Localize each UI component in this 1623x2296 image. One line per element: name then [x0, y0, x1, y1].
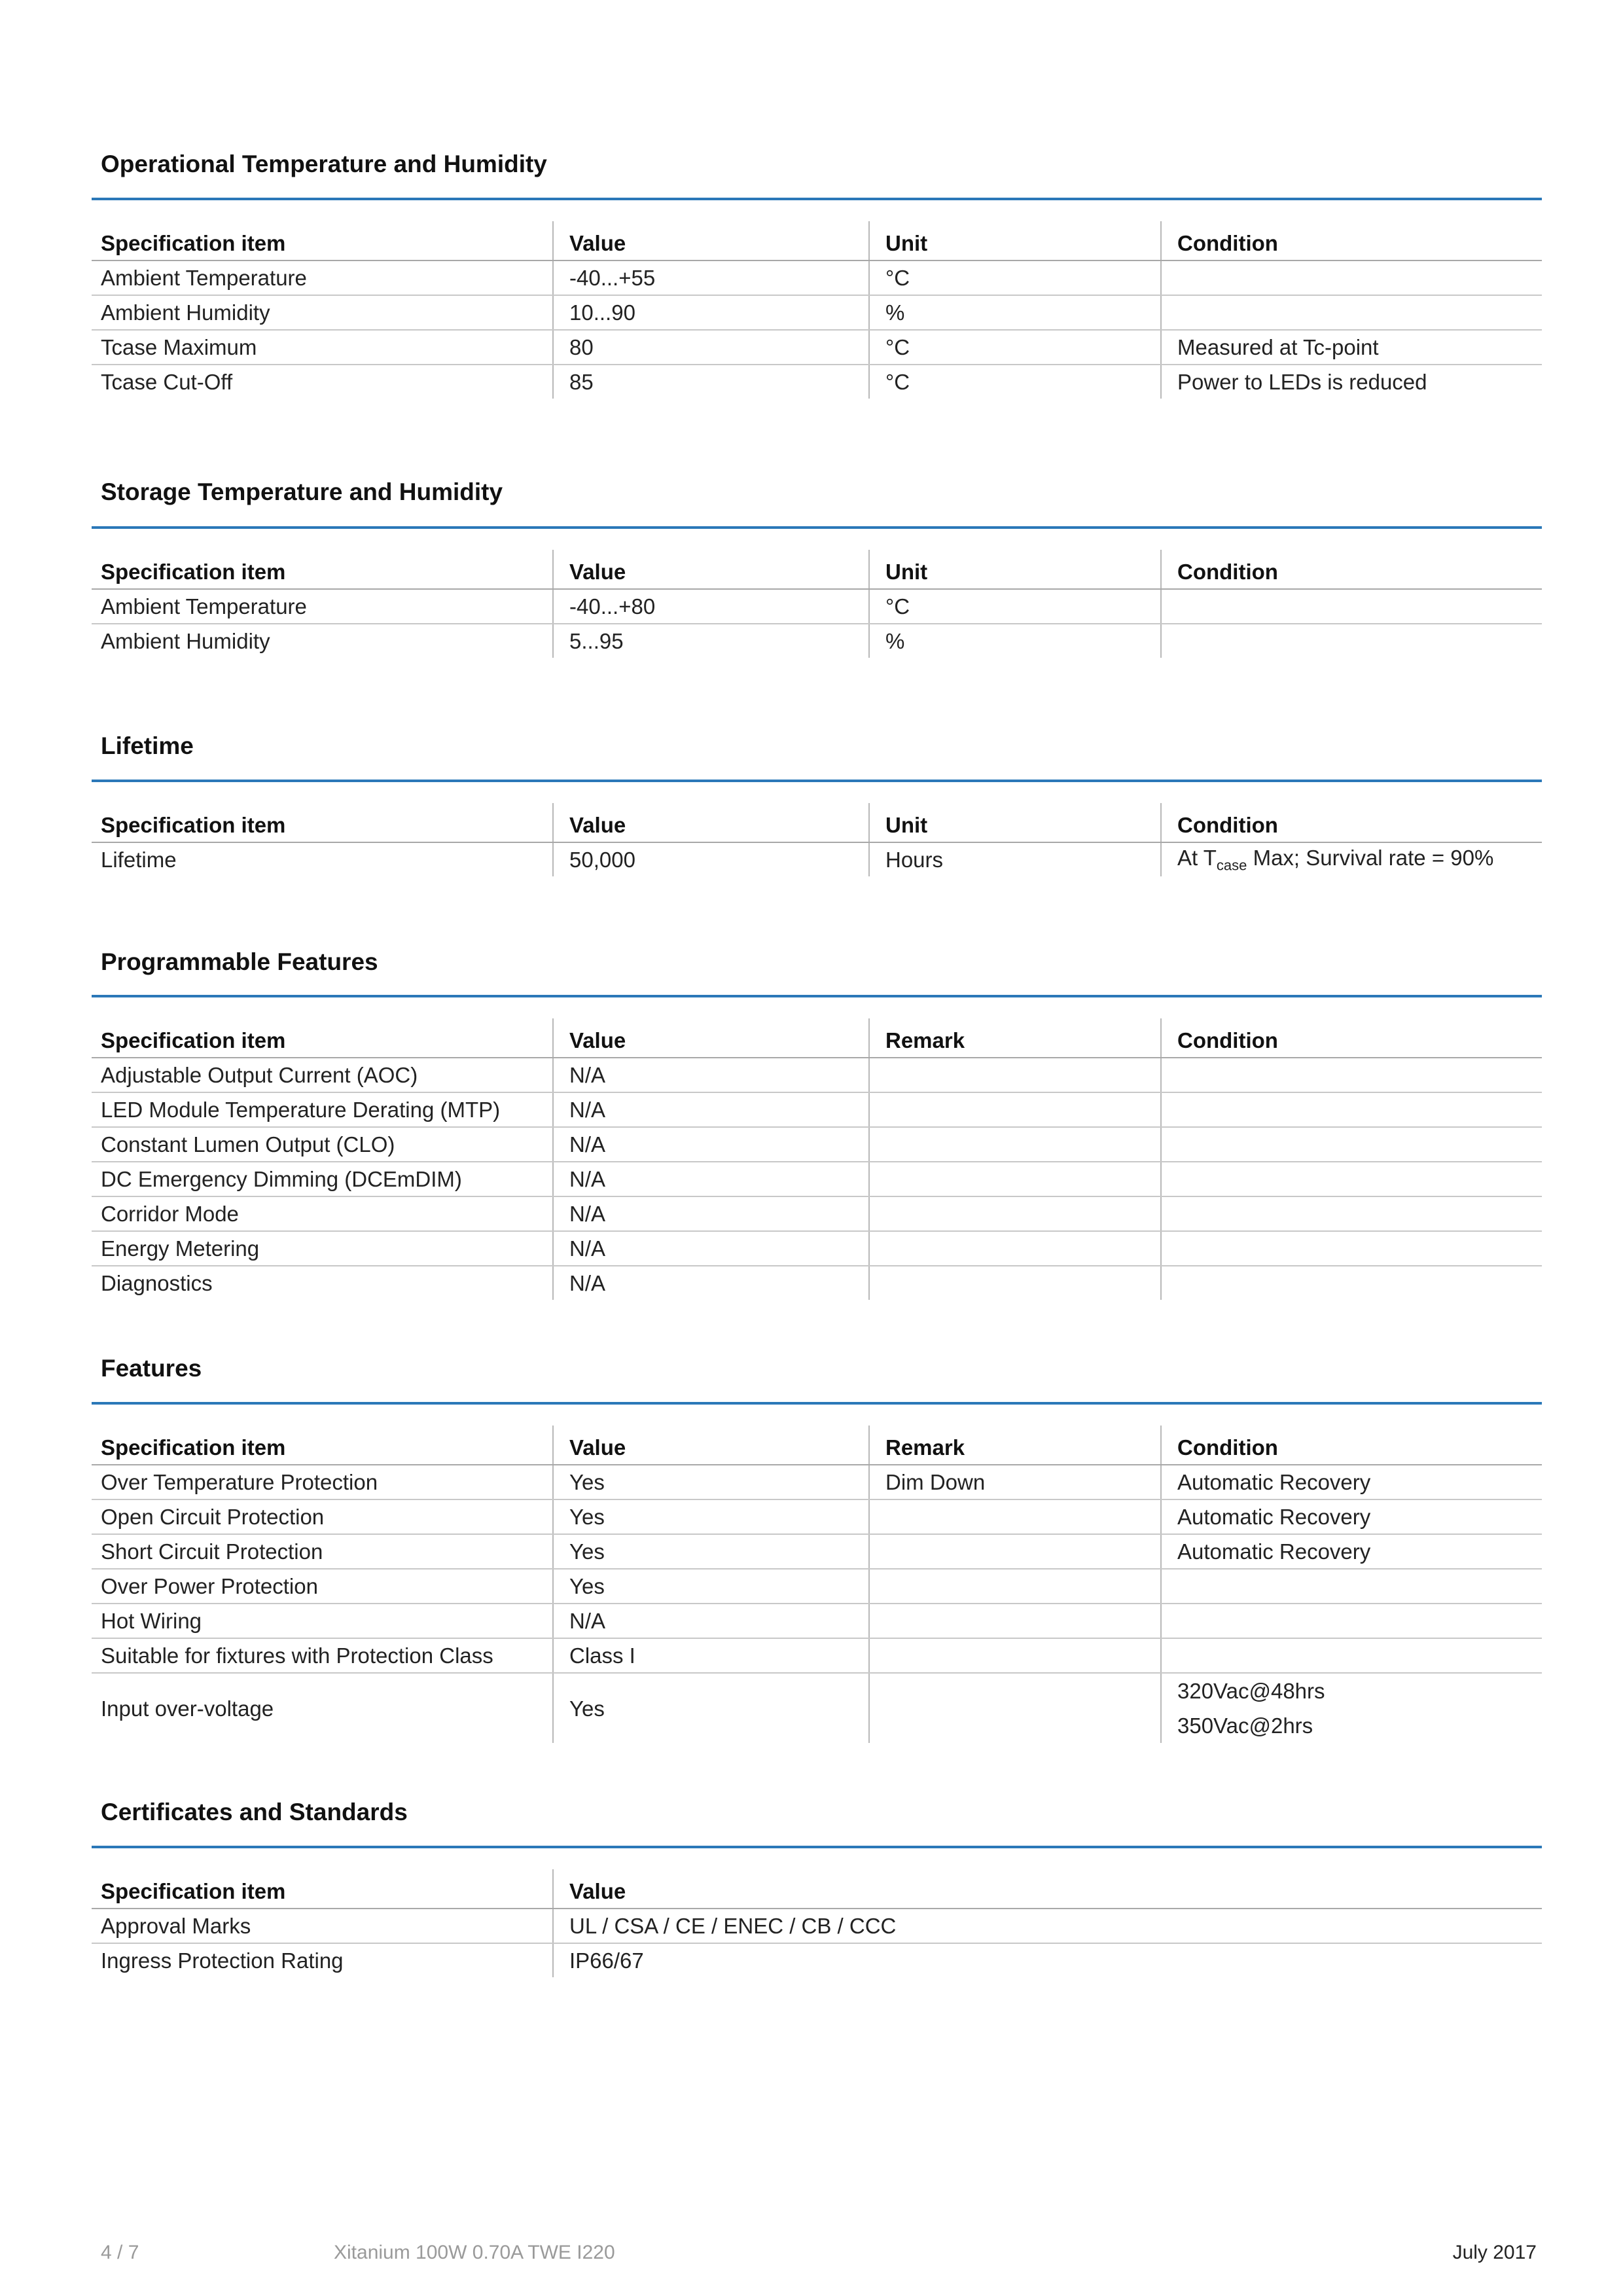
section-divider — [92, 526, 1542, 529]
table-header-row — [92, 1869, 1542, 1909]
spec-item-cell: Suitable for fixtures with Protection Class — [92, 1638, 553, 1673]
value-cell: UL / CSA / CE / ENEC / CB / CCC — [553, 1909, 1542, 1943]
table-row — [92, 1465, 1542, 1499]
condition-cell: Measured at Tc-point — [1161, 330, 1542, 365]
header-value: Value — [553, 1426, 869, 1465]
programmable-table — [92, 1018, 1542, 1300]
table-row — [92, 1673, 1542, 1743]
header-value: Value — [553, 550, 869, 589]
condition-cell — [1161, 1569, 1542, 1604]
header-remark: Remark — [869, 1018, 1161, 1058]
header-spec-item: Specification item — [92, 1426, 553, 1465]
remark-cell — [869, 1604, 1161, 1638]
condition-cell: Automatic Recovery — [1161, 1499, 1542, 1534]
value-cell: Class I — [553, 1638, 869, 1673]
remark-cell — [869, 1127, 1161, 1162]
value-cell: 10...90 — [553, 295, 869, 330]
section-divider — [92, 1846, 1542, 1848]
table-header-row — [92, 221, 1542, 260]
table-row — [92, 1534, 1542, 1569]
table-header-row — [92, 803, 1542, 842]
footer-page-number: 4 / 7 — [101, 2242, 139, 2263]
header-condition: Condition — [1161, 803, 1542, 842]
value-cell: Yes — [553, 1465, 869, 1499]
table-row — [92, 1943, 1542, 1977]
spec-item-cell: Ambient Humidity — [101, 628, 270, 653]
remark-cell — [869, 1266, 1161, 1300]
header-value: Value — [553, 221, 869, 260]
condition-cell — [1161, 260, 1542, 295]
value-cell: -40...+55 — [553, 260, 869, 295]
spec-item-cell: Tcase Cut-Off — [101, 369, 233, 394]
remark-cell: Dim Down — [869, 1465, 1161, 1499]
condition-cell — [1161, 1196, 1542, 1231]
condition-cell — [1161, 1673, 1542, 1743]
header-condition: Condition — [1161, 221, 1542, 260]
remark-cell — [869, 1534, 1161, 1569]
header-value: Value — [553, 803, 869, 842]
spec-item-cell: Tcase Maximum — [92, 330, 553, 365]
header-spec-item: Specification item — [92, 1018, 553, 1058]
lifetime-table — [92, 803, 1542, 876]
section-divider — [92, 1402, 1542, 1405]
condition-cell — [1161, 1604, 1542, 1638]
spec-item-cell: Ambient Humidity — [92, 295, 553, 330]
unit-cell: % — [869, 624, 1161, 658]
remark-cell — [869, 1092, 1161, 1127]
header-spec-item: Specification item — [92, 1869, 553, 1909]
section-title-features: Features — [101, 1355, 202, 1382]
condition-cell — [1161, 589, 1542, 624]
header-spec-item: Specification item — [92, 550, 553, 589]
spec-item-cell: Input over-voltage — [101, 1696, 274, 1721]
remark-cell — [869, 1231, 1161, 1266]
condition-cell — [1161, 624, 1542, 658]
unit-cell: °C — [869, 589, 1161, 624]
table-row — [92, 1266, 1542, 1300]
value-cell: N/A — [553, 1231, 869, 1266]
condition-cell — [1161, 1266, 1542, 1300]
header-condition: Condition — [1161, 1426, 1542, 1465]
condition-cell — [1161, 1638, 1542, 1673]
condition-cell: Automatic Recovery — [1161, 1465, 1542, 1499]
unit-cell: % — [869, 295, 1161, 330]
value-cell: Yes — [553, 1499, 869, 1534]
table-row — [92, 1604, 1542, 1638]
value-cell: 50,000 — [553, 842, 869, 876]
table-header-row — [92, 1426, 1542, 1465]
header-unit: Unit — [869, 550, 1161, 589]
header-unit: Unit — [869, 803, 1161, 842]
spec-item-cell: Over Temperature Protection — [92, 1465, 553, 1499]
overvoltage-condition-line: 320Vac@48hrs — [1177, 1679, 1325, 1703]
unit-cell: °C — [869, 365, 1161, 399]
certificates-table — [92, 1869, 1542, 1977]
value-cell: 80 — [553, 330, 869, 365]
condition-prefix: At T — [1177, 845, 1217, 870]
header-remark: Remark — [869, 1426, 1161, 1465]
section-title-storage: Storage Temperature and Humidity — [101, 478, 503, 505]
spec-item-cell: Diagnostics — [101, 1270, 213, 1295]
header-condition: Condition — [1161, 1018, 1542, 1058]
section-title-programmable: Programmable Features — [101, 948, 378, 975]
spec-item-cell: Constant Lumen Output (CLO) — [92, 1127, 553, 1162]
storage-table — [92, 550, 1542, 658]
section-title-lifetime: Lifetime — [101, 732, 194, 759]
value-cell: N/A — [553, 1092, 869, 1127]
condition-cell — [1161, 1092, 1542, 1127]
spec-item-cell: Over Power Protection — [92, 1569, 553, 1604]
spec-item-cell: Adjustable Output Current (AOC) — [92, 1058, 553, 1092]
features-table — [92, 1426, 1542, 1743]
table-row — [92, 295, 1542, 330]
table-row — [92, 365, 1542, 399]
remark-cell — [869, 1569, 1161, 1604]
value-cell: Yes — [553, 1569, 869, 1604]
value-cell: N/A — [553, 1266, 869, 1300]
remark-cell — [869, 1162, 1161, 1196]
remark-cell — [869, 1499, 1161, 1534]
value-cell: 5...95 — [553, 624, 869, 658]
spec-item-cell: Short Circuit Protection — [92, 1534, 553, 1569]
header-spec-item: Specification item — [92, 221, 553, 260]
table-row — [92, 624, 1542, 658]
condition-cell — [1161, 842, 1542, 876]
spec-item-cell: Approval Marks — [92, 1909, 553, 1943]
value-cell: -40...+80 — [553, 589, 869, 624]
unit-cell: °C — [869, 260, 1161, 295]
header-value: Value — [553, 1869, 1542, 1909]
value-cell: N/A — [553, 1604, 869, 1638]
remark-cell — [869, 1196, 1161, 1231]
unit-cell: Hours — [869, 842, 1161, 876]
table-row — [92, 589, 1542, 624]
table-row — [92, 1231, 1542, 1266]
section-divider — [92, 198, 1542, 200]
remark-cell — [869, 1058, 1161, 1092]
table-row — [92, 1569, 1542, 1604]
table-row — [92, 330, 1542, 365]
table-row — [92, 260, 1542, 295]
section-title-operational: Operational Temperature and Humidity — [101, 151, 547, 177]
table-row — [92, 1127, 1542, 1162]
table-row — [92, 1058, 1542, 1092]
condition-cell — [1161, 1058, 1542, 1092]
spec-item-cell: Ingress Protection Rating — [101, 1948, 344, 1973]
value-cell: N/A — [553, 1162, 869, 1196]
value-cell: Yes — [553, 1673, 869, 1743]
header-spec-item: Specification item — [92, 803, 553, 842]
table-row — [92, 1162, 1542, 1196]
value-cell: 85 — [553, 365, 869, 399]
table-row — [92, 1909, 1542, 1943]
value-cell: IP66/67 — [553, 1943, 1542, 1977]
header-condition: Condition — [1161, 550, 1542, 589]
spec-item-cell: Corridor Mode — [92, 1196, 553, 1231]
spec-item-cell: Ambient Temperature — [92, 589, 553, 624]
value-cell: N/A — [553, 1127, 869, 1162]
operational-table — [92, 221, 1542, 399]
value-cell: N/A — [553, 1058, 869, 1092]
header-value: Value — [553, 1018, 869, 1058]
unit-cell: °C — [869, 330, 1161, 365]
header-unit: Unit — [869, 221, 1161, 260]
overvoltage-condition-line: 350Vac@2hrs — [1177, 1713, 1313, 1738]
remark-cell — [869, 1673, 1161, 1743]
value-cell: Yes — [553, 1534, 869, 1569]
spec-item-cell: Lifetime — [101, 847, 177, 872]
spec-item-cell: Energy Metering — [92, 1231, 553, 1266]
table-row — [92, 1499, 1542, 1534]
spec-item-cell: DC Emergency Dimming (DCEmDIM) — [92, 1162, 553, 1196]
spec-item-cell: Hot Wiring — [92, 1604, 553, 1638]
condition-cell — [1161, 1127, 1542, 1162]
footer-date: July 2017 — [1452, 2242, 1537, 2263]
condition-cell — [1161, 295, 1542, 330]
footer-product-name: Xitanium 100W 0.70A TWE I220 — [334, 2242, 615, 2263]
section-divider — [92, 780, 1542, 782]
spec-item-cell: LED Module Temperature Derating (MTP) — [92, 1092, 553, 1127]
table-header-row — [92, 550, 1542, 589]
spec-item-cell: Open Circuit Protection — [92, 1499, 553, 1534]
condition-subscript: case — [1216, 857, 1247, 874]
section-divider — [92, 995, 1542, 997]
table-row — [92, 842, 1542, 876]
table-row — [92, 1196, 1542, 1231]
condition-cell: Automatic Recovery — [1161, 1534, 1542, 1569]
section-title-certificates: Certificates and Standards — [101, 1799, 408, 1825]
table-header-row — [92, 1018, 1542, 1058]
condition-cell — [1161, 1231, 1542, 1266]
spec-item-cell: Ambient Temperature — [92, 260, 553, 295]
value-cell: N/A — [553, 1196, 869, 1231]
condition-cell: Power to LEDs is reduced — [1161, 365, 1542, 399]
condition-cell — [1161, 1162, 1542, 1196]
remark-cell — [869, 1638, 1161, 1673]
condition-suffix: Max; Survival rate = 90% — [1247, 845, 1494, 870]
table-row — [92, 1092, 1542, 1127]
table-row — [92, 1638, 1542, 1673]
